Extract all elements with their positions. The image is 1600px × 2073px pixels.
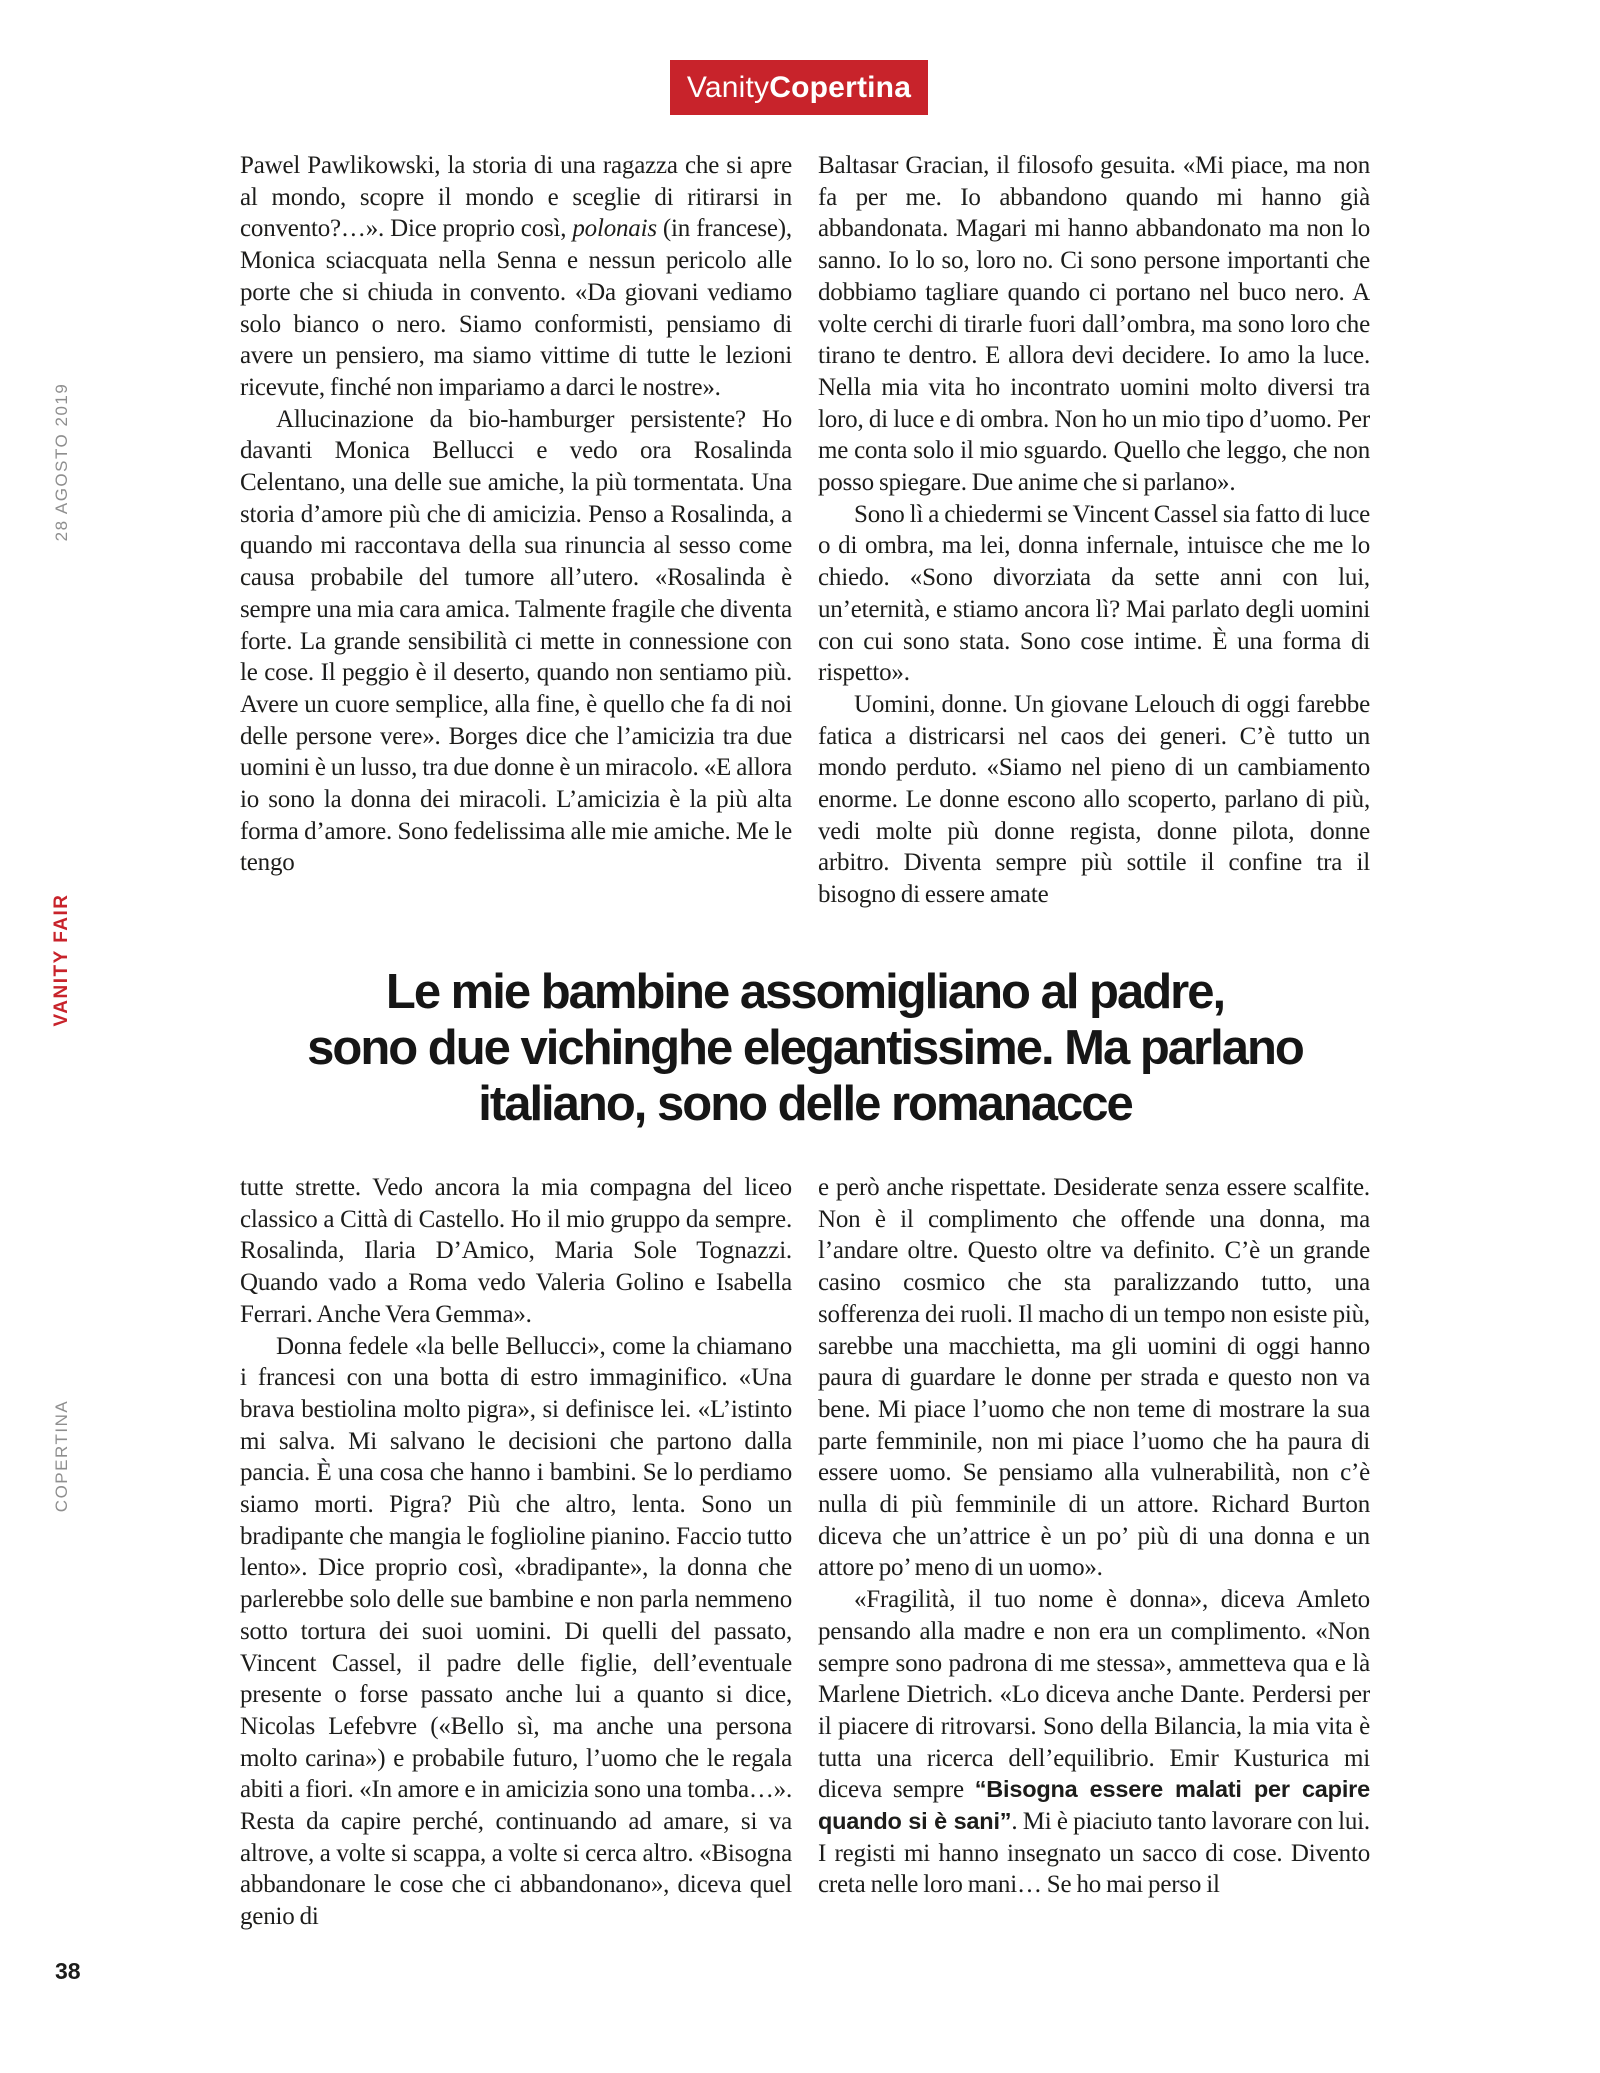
paragraph <box>240 1331 792 1933</box>
article-top-section <box>240 150 1370 944</box>
badge-section-label: Copertina <box>769 70 912 104</box>
pull-quote-line: italiano, sono delle romanacce <box>478 1077 1132 1131</box>
paragraph <box>240 1172 792 1331</box>
pull-quote-line: sono due vichinghe elegantissime. Ma parlano <box>307 1021 1303 1075</box>
bold-quote-text: “Bisogna essere malati per capire quando si è sani” <box>818 1776 1370 1835</box>
article-top-left-column <box>240 150 792 944</box>
body-text: . Mi è piaciuto tanto lavorare con lui. I registi mi hanno insegnato un sacco di cose. Divento creta nelle loro mani… Se ho mai perso il <box>818 1808 1370 1899</box>
paragraph <box>818 150 1370 499</box>
pull-quote <box>145 964 1465 1132</box>
body-text: Baltasar Gracian, il filosofo gesuita. «Mi piace, ma non fa per me. Io abbandono quando mi hanno già abbandonata. Magari mi hanno abbandonato ma non lo sanno. Io lo so, loro no. Ci sono persone importanti che dobbiamo tagliare quando ci portano nel buco nero. A volte cerchi di tirarle fuori dall’ombra, ma sono loro che tirano te dentro. E allora devi decidere. Io amo la luce. Nella mia vita ho incontrato uomini molto diversi tra loro, di luce e di ombra. Non ho un mio tipo d’uomo. Per me conta solo il mio sguardo. Quello che leggo, che non posso spiegare. Due anime che si parlano». <box>818 152 1370 497</box>
paragraph <box>240 150 792 404</box>
body-text: Sono lì a chiedermi se Vincent Cassel sia fatto di luce o di ombra, ma lei, donna infernale, intuisce che me lo chiedo. «Sono divorziata da sette anni con lui, un’eternità, e stiamo ancora lì? Mai parlato degli uomini con cui sono stata. Sono cose intime. È una forma di rispetto». <box>818 500 1370 687</box>
paragraph <box>818 499 1370 689</box>
article-bottom-right-column <box>818 1172 1370 1966</box>
body-text: e però anche rispettate. Desiderate senza essere scalfite. Non è il complimento che offende una donna, ma l’andare oltre. Questo oltre va definito. C’è un grande casino cosmico che sta paralizzando tutto, una sofferenza dei ruoli. Il macho di un tempo non esiste più, sarebbe una macchietta, ma gli uomini di oggi hanno paura di guardare le donne per strada e questo non va bene. Mi piace l’uomo che non teme di mostrare la sua parte femminile, non mi piace l’uomo che ha paura di essere uomo. Se pensiamo alla vulnerabilità, non c’è nulla di più femminile di un attore. Richard Burton diceva che un’attrice è un po’ più di una donna e un attore po’ meno di un uomo». <box>818 1174 1370 1582</box>
paragraph <box>818 689 1370 911</box>
body-text: (in francese), Monica sciacquata nella Senna e nessun pericolo alle porte che si chiuda in convento. «Da giovani vediamo solo bianco o nero. Siamo conformisti, pensiamo di avere un pensiero, ma siamo vittime di tutte le lezioni ricevute, finché non impariamo a darci le nostre». <box>240 215 792 401</box>
article-bottom-section <box>240 1172 1370 1966</box>
paragraph <box>818 1172 1370 1584</box>
page-number: 38 <box>55 1958 81 1984</box>
italic-text: polonais <box>572 215 657 243</box>
sidebar-issue-date: 28 AGOSTO 2019 <box>52 382 71 542</box>
body-text: Donna fedele «la belle Bellucci», come la chiamano i francesi con una botta di estro immaginifico. «Una brava bestiolina molto pigra», si definisce lei. «L’istinto mi salva. Mi salvano le decisioni che partono dalla pancia. È una cosa che hanno i bambini. Se lo perdiamo siamo morti. Pigra? Più che altro, lenta. Sono un bradipante che mangia le foglioline pianino. Faccio tutto lento». Dice proprio così, «bradipante», la donna che parlerebbe solo delle sue bambine e non parla nemmeno sotto tortura dei suoi uomini. Di quelli del passato, Vincent Cassel, il padre delle figlie, dell’eventuale presente o forse passato anche lui a quanto si dice, Nicolas Lefebvre («Bello sì, ma anche una persona molto carina») e probabile futuro, l’uomo che le regala abiti a fiori. «In amore e in amicizia sono una tomba…». Resta da capire perché, continuando ad amare, si va altrove, a volte si scappa, a volte si cerca altro. «Bisogna abbandonare le cose che ci abbandonano», diceva quel genio di <box>240 1332 792 1931</box>
body-text: tutte strette. Vedo ancora la mia compagna del liceo classico a Città di Castello. Ho il mio gruppo da sempre. Rosalinda, Ilaria D’Amico, Maria Sole Tognazzi. Quando vado a Roma vedo Valeria Golino e Isabella Ferrari. Anche Vera Gemma». <box>240 1174 792 1328</box>
article-bottom-left-column <box>240 1172 792 1966</box>
sidebar-section-label: COPERTINA <box>52 1399 71 1513</box>
sidebar-magazine-title: VANITY FAIR <box>51 893 72 1027</box>
body-text: Allucinazione da bio-hamburger persistente? Ho davanti Monica Bellucci e vedo ora Rosalinda Celentano, una delle sue amiche, la più tormentata. Una storia d’amore più che di amicizia. Penso a Rosalinda, a quando mi raccontava della sua rinuncia al sesso come causa probabile del tumore all’utero. «Rosalinda è sempre una mia cara amica. Talmente fragile che diventa forte. La grande sensibilità ci mette in connessione con le cose. Il peggio è il deserto, quando non sentiamo più. Avere un cuore semplice, alla fine, è quello che fa di noi delle persone vere». Borges dice che l’amicizia tra due uomini è un lusso, tra due donne è un miracolo. «E allora io sono la donna dei miracoli. L’amicizia è la più alta forma d’amore. Sono fedelissima alle mie amiche. Me le tengo <box>240 405 792 877</box>
paragraph <box>240 404 792 880</box>
section-badge <box>670 60 928 115</box>
article-top-right-column <box>818 150 1370 944</box>
body-text: «Fragilità, il tuo nome è donna», diceva Amleto pensando alla madre e non era un complimento. «Non sempre sono padrona di me stessa», ammetteva qua e là Marlene Dietrich. «Lo diceva anche Dante. Perdersi per il piacere di ritrovarsi. Sono della Bilancia, la mia vita è tutta una ricerca dell’equilibrio. Emir Kusturica mi diceva sempre <box>818 1586 1370 1804</box>
badge-brand-label: Vanity <box>686 70 770 104</box>
body-text: Pawel Pawlikowski, la storia di una ragazza che si apre al mondo, scopre il mondo e sceglie di ritirarsi in convento?…». Dice proprio così, <box>240 152 792 243</box>
article-body <box>240 150 1370 1966</box>
paragraph <box>818 1584 1370 1901</box>
pull-quote-line: Le mie bambine assomigliano al padre, <box>385 965 1225 1019</box>
body-text: Uomini, donne. Un giovane Lelouch di oggi farebbe fatica a districarsi nel caos dei generi. C’è tutto un mondo perduto. «Siamo nel pieno di un cambiamento enorme. Le donne escono allo scoperto, parlano di più, vedi molte più donne regista, donne pilota, donne arbitro. Diventa sempre più sottile il confine tra il bisogno di essere amate <box>818 690 1370 909</box>
